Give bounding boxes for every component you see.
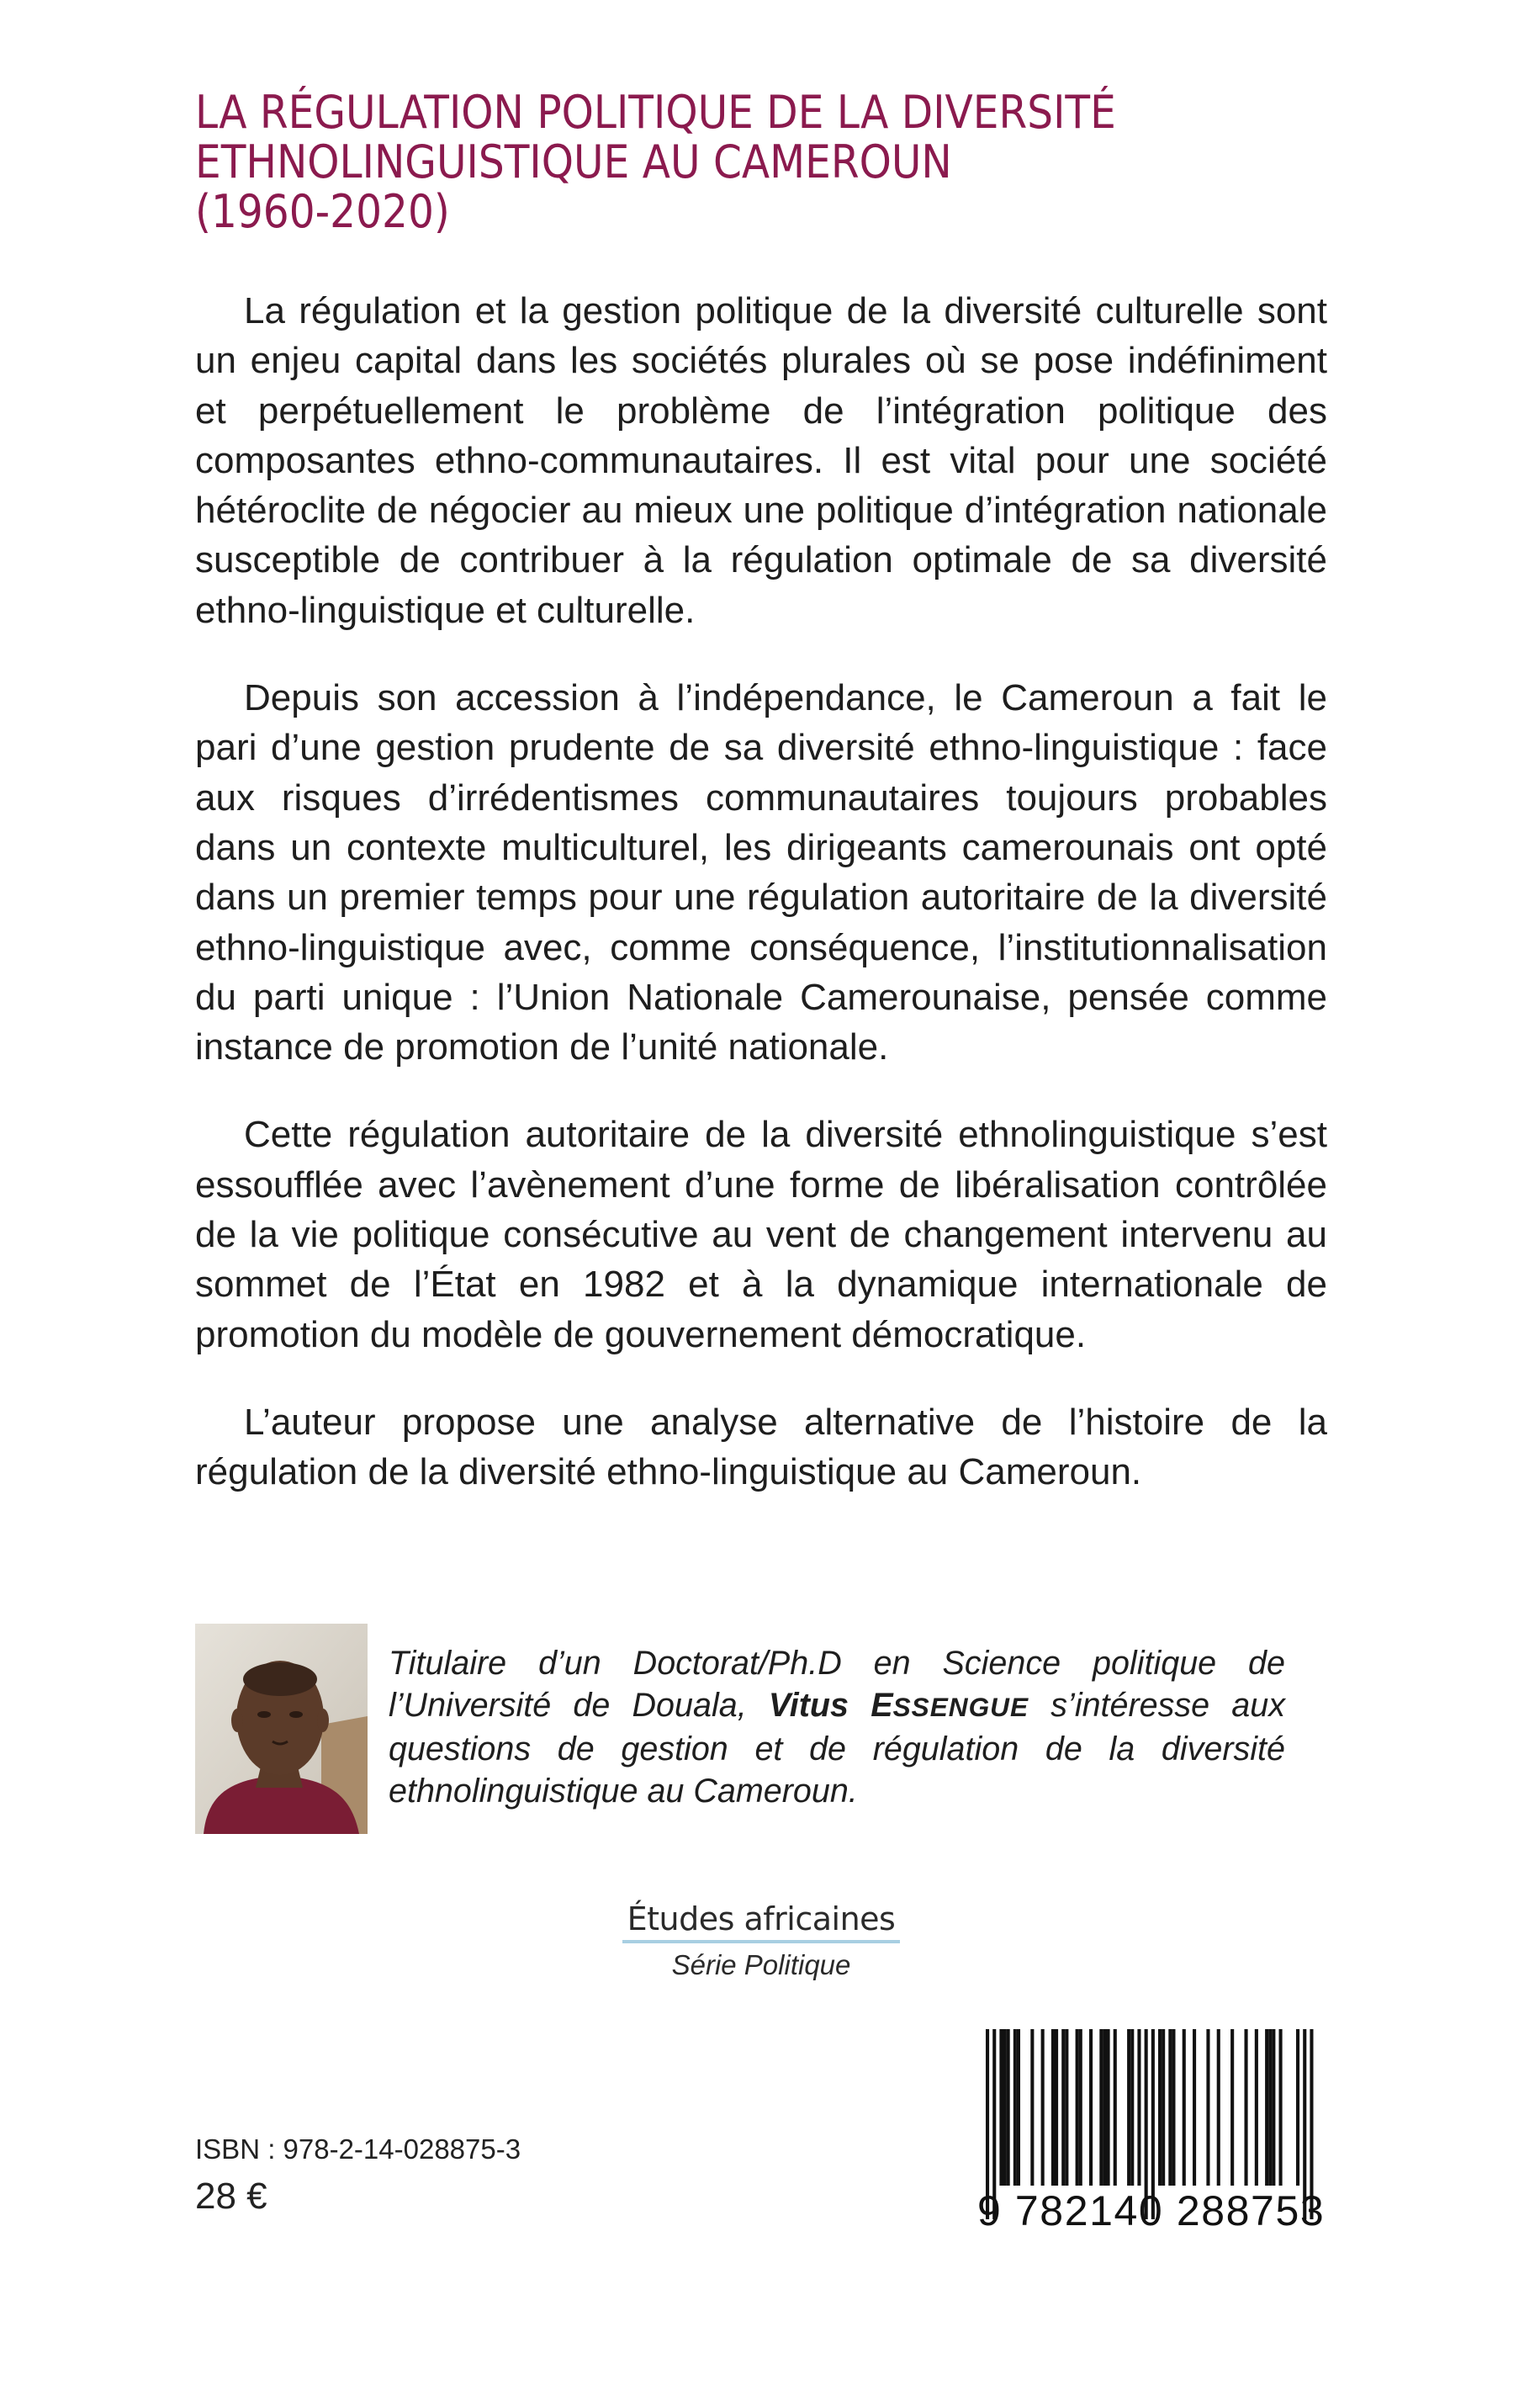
barcode-digits: 9 782140 288753 <box>977 2187 1326 2234</box>
barcode-bar <box>1114 2029 1117 2186</box>
barcode-bar <box>1168 2029 1172 2186</box>
isbn: ISBN : 978-2-14-028875-3 <box>195 2133 521 2165</box>
barcode-bar <box>1007 2029 1010 2186</box>
title-line-1: LA RÉGULATION POLITIQUE DE LA DIVERSITÉ <box>195 86 1116 139</box>
author-last-name-initial: E <box>871 1687 893 1724</box>
title-line-2: ETHNOLINGUISTIQUE AU CAMEROUN <box>195 135 952 188</box>
price: 28 € <box>195 2176 267 2217</box>
barcode-bar <box>1272 2029 1275 2186</box>
author-bio-before: Titulaire d’un Doctorat/Ph.D en Science politique de l’Université de Douala, <box>389 1645 1285 1724</box>
author-name <box>769 1687 1029 1724</box>
back-cover-summary <box>195 286 1327 1535</box>
barcode-bar <box>1089 2029 1093 2186</box>
author-portrait-icon <box>195 1624 368 1834</box>
barcode-bar <box>1172 2029 1175 2186</box>
barcode-bar <box>1051 2029 1055 2186</box>
book-title <box>195 87 1315 236</box>
barcode-bar <box>1230 2029 1234 2186</box>
barcode-bar <box>1055 2029 1058 2186</box>
barcode-bar <box>1065 2029 1068 2186</box>
barcode-bar <box>1162 2029 1165 2186</box>
barcode-bar <box>1003 2029 1007 2186</box>
author-first-name: Vitus <box>768 1687 849 1724</box>
collection-name: Études africaines <box>627 1900 896 1937</box>
barcode-bar <box>1217 2029 1220 2186</box>
barcode-bar <box>1107 2029 1110 2186</box>
barcode-bar <box>1030 2029 1034 2186</box>
summary-paragraph-1: La régulation et la gestion politique de la diversité culturelle sont un enjeu capital dans les sociétés plurales où se pose indéfiniment et perpétuellement le problème de l’intégration politique des composantes ethno-communautaires. Il est vital pour une société hétéroclite de négocier au mieux une politique d’intégration nationale susceptible de contribuer à la régulation optimale de sa diversité ethno-linguistique et culturelle. <box>195 290 1327 631</box>
barcode-bar <box>1137 2029 1140 2186</box>
author-bio-after: s’intéresse aux questions de gestion et de régulation de la diversité ethnolinguistique au Cameroun. <box>389 1687 1285 1810</box>
barcode-bar <box>1017 2029 1020 2186</box>
collection-block <box>622 1900 900 1987</box>
barcode-bar <box>1279 2029 1283 2186</box>
barcode-bar <box>1255 2029 1258 2186</box>
barcode-bar <box>1265 2029 1268 2186</box>
barcode-bar <box>1183 2029 1186 2186</box>
barcode-bar <box>1041 2029 1045 2186</box>
author-last-name-rest: SSENGUE <box>892 1692 1029 1722</box>
barcode-bar <box>1076 2029 1079 2186</box>
barcode-bar <box>1079 2029 1082 2186</box>
barcode-bar <box>1061 2029 1065 2186</box>
barcode-bar <box>1099 2029 1103 2186</box>
barcode-bar <box>1130 2029 1134 2186</box>
barcode-bar <box>1103 2029 1106 2186</box>
collection-series: Série Politique <box>671 1949 851 1980</box>
barcode-bar <box>1268 2029 1272 2186</box>
author-photo <box>195 1624 368 1834</box>
barcode-bar <box>1158 2029 1162 2186</box>
barcode-bar <box>1206 2029 1209 2186</box>
barcode-bar <box>999 2029 1003 2186</box>
summary-paragraph-4: L’auteur propose une analyse alternative de l’histoire de la régulation de la diversité ethno-linguistique au Cameroun. <box>195 1401 1327 1493</box>
barcode-bar <box>1296 2029 1299 2186</box>
summary-paragraph-3: Cette régulation autoritaire de la diversité ethnolinguistique s’est essoufflée avec l’avènement d’une forme de libéralisation contrôlée de la vie politique consécutive au vent de changement intervenu au sommet de l’État en 1982 et à la dynamique internationale de promotion du modèle de gouvernement démocratique. <box>195 1114 1327 1355</box>
barcode-bar <box>1127 2029 1130 2186</box>
title-line-3: (1960-2020) <box>195 185 450 238</box>
barcode-bar <box>1013 2029 1017 2186</box>
author-bio <box>389 1642 1285 1812</box>
summary-paragraph-2: Depuis son accession à l’indépendance, le Cameroun a fait le pari d’une gestion prudente de sa diversité ethno-linguistique : face aux risques d’irrédentismes communautaires toujours probables dans un contexte multiculturel, les dirigeants camerounais ont opté dans un premier temps pour une régulation autoritaire de la diversité ethno-linguistique avec, comme conséquence, l’institutionnalisation du parti unique : l’Union Nationale Camerounaise, pensée comme instance de promotion de l’unité nationale. <box>195 677 1327 1068</box>
barcode-bar <box>1245 2029 1248 2186</box>
barcode-bar <box>1193 2029 1196 2186</box>
